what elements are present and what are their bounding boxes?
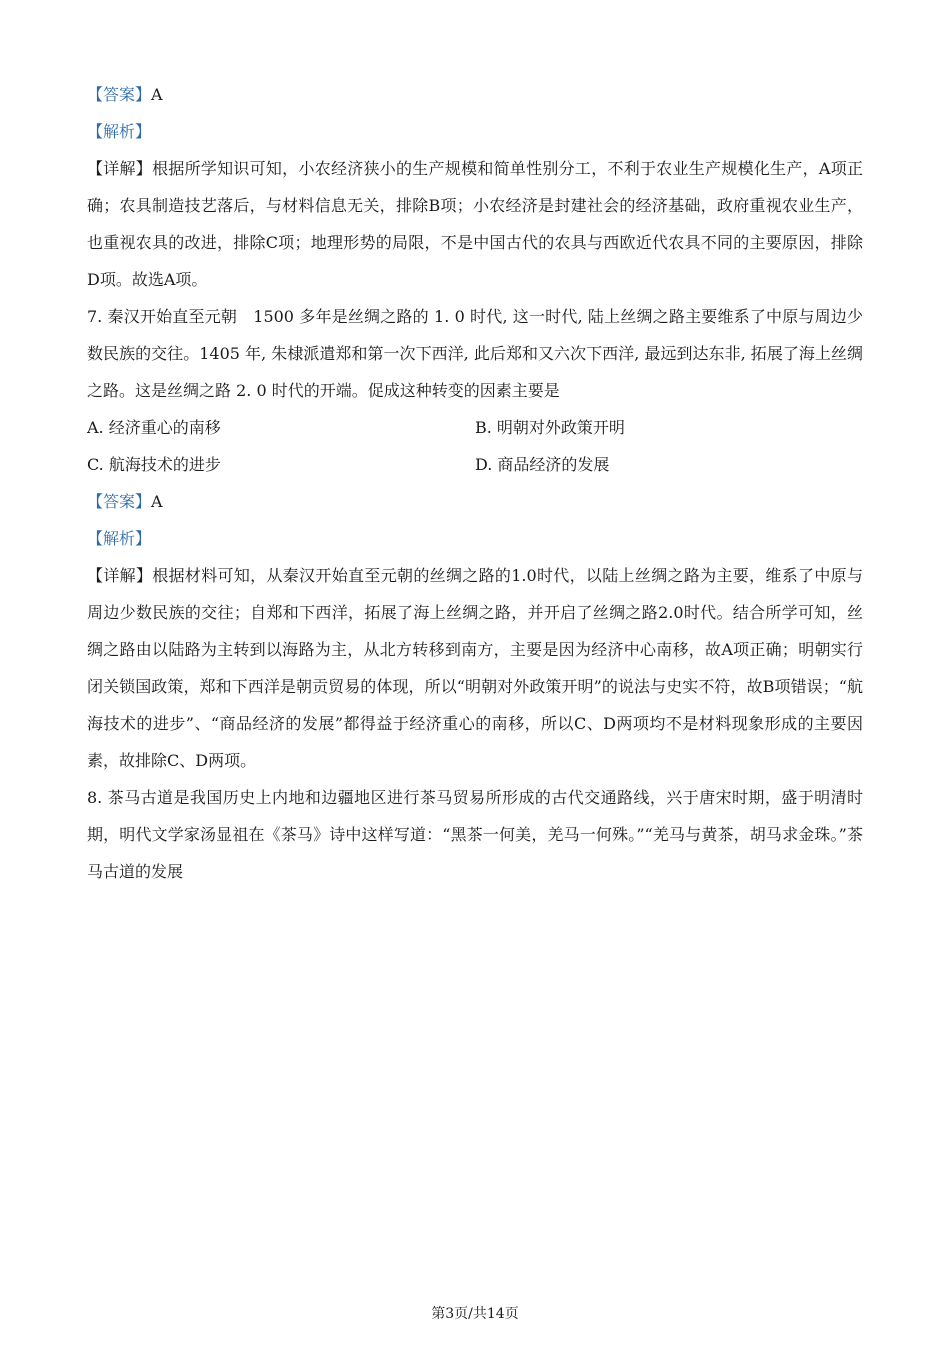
answer-line xyxy=(87,483,863,520)
detail-tag: 【详解】 xyxy=(87,159,153,178)
detail-tag: 【详解】 xyxy=(87,566,153,585)
option-c: C. 航海技术的进步 xyxy=(87,455,221,474)
analysis-line xyxy=(87,520,863,557)
question-7-stem: 7. 秦汉开始直至元朝 1500 多年是丝绸之路的 1. 0 时代, 这一时代, 陆上丝绸之路主要维系了中原与周边少数民族的交往。1405 年, 朱棣派遣郑和第一次下西洋, 此后郑和又六次下西洋, 最远到达东非, 拓展了海上丝绸之路。这是丝绸之路 2. 0 时代的开端。促成这种转变的因素主要是 xyxy=(87,307,863,400)
page-footer: 第3页/共14页 xyxy=(431,1306,519,1322)
page-content xyxy=(87,76,863,890)
analysis-line xyxy=(87,113,863,150)
detail-text: 根据所学知识可知，小农经济狭小的生产规模和简单性别分工，不利于农业生产规模化生产，A项正确；农具制造技艺落后，与材料信息无关，排除B项；小农经济是封建社会的经济基础，政府重视农业生产，也重视农具的改进，排除C项；地理形势的局限，不是中国古代的农具与西欧近代农具不同的主要原因，排除D项。故选A项。 xyxy=(87,159,863,289)
analysis-tag: 【解析】 xyxy=(87,529,152,548)
answer-tag: 【答案】 xyxy=(87,85,152,104)
detail-text: 根据材料可知，从秦汉开始直至元朝的丝绸之路的1.0时代，以陆上丝绸之路为主要，维系了中原与周边少数民族的交往；自郑和下西洋，拓展了海上丝绸之路，并开启了丝绸之路2.0时代。结合所学可知，丝绸之路由以陆路为主转到以海路为主，从北方转移到南方，主要是因为经济中心南移，故A项正确；明朝实行闭关锁国政策，郑和下西洋是朝贡贸易的体现，所以“明朝对外政策开明”的说法与史实不符，故B项错误；“航海技术的进步”、“商品经济的发展”都得益于经济重心的南移，所以C、D两项均不是材料现象形成的主要因素，故排除C、D两项。 xyxy=(87,566,863,770)
answer-line xyxy=(87,76,863,113)
answer-value: A xyxy=(151,85,163,104)
option-d: D. 商品经济的发展 xyxy=(475,455,610,474)
option-a: A. 经济重心的南移 xyxy=(87,418,221,437)
analysis-tag: 【解析】 xyxy=(87,122,152,141)
detail-paragraph xyxy=(87,150,863,298)
answer-tag: 【答案】 xyxy=(87,492,152,511)
option-b: B. 明朝对外政策开明 xyxy=(475,418,625,437)
question-7-options xyxy=(87,409,863,483)
detail-paragraph xyxy=(87,557,863,779)
question-8-stem: 8. 茶马古道是我国历史上内地和边疆地区进行茶马贸易所形成的古代交通路线，兴于唐宋时期，盛于明清时期，明代文学家汤显祖在《茶马》诗中这样写道：“黑茶一何美，羌马一何殊。”“羌马与黄茶，胡马求金珠。”茶马古道的发展 xyxy=(87,788,863,881)
answer-value: A xyxy=(151,492,163,511)
